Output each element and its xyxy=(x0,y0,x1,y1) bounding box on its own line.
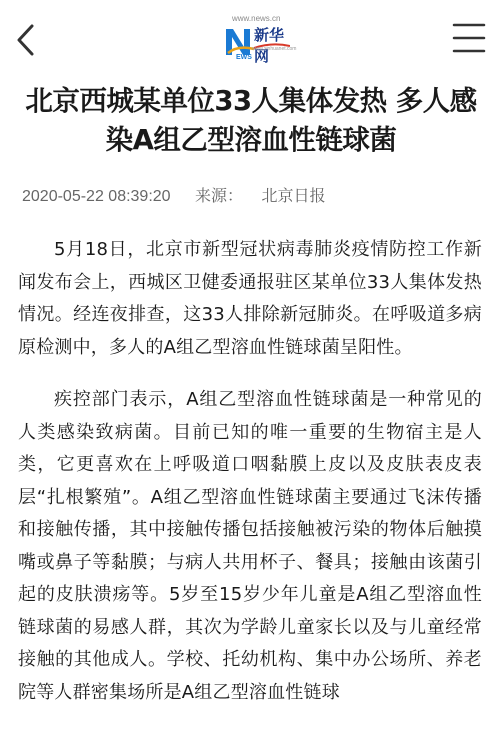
article-paragraph: 疾控部门表示，A组乙型溶血性链球菌是一种常见的人类感染致病菌。目前已知的唯一重要的生物宿主是人类，它更喜欢在上呼吸道口咽黏膜上皮以及皮肤表皮表层“扎根繁殖”。A组乙型溶血性链球菌主要通过飞沫传播和接触传播，其中接触传播包括接触被污染的物体后触摸嘴或鼻子等黏膜；与病人共用杯子、餐具；接触由该菌引起的皮肤溃疡等。5岁至15岁少年儿童是A组乙型溶血性链球菌的易感人群，其次为学龄儿童家长以及与儿童经常接触的其他成人。学校、托幼机构、集中办公场所、养老院等人群密集场所是A组乙型溶血性链球 xyxy=(18,389,482,703)
site-logo[interactable] xyxy=(224,14,297,65)
logo-subdomain: www.xinhuanet.com xyxy=(252,46,297,52)
publish-date: 2020-05-22 08:39:20 xyxy=(22,188,171,205)
logo-name: 新华网 xyxy=(254,26,285,65)
article-paragraph: 5月18日，北京市新型冠状病毒肺炎疫情防控工作新闻发布会上，西城区卫健委通报驻区某单位33人集体发热情况。经连夜排查，这33人排除新冠肺炎。在呼吸道多病原检测中，多人的A组乙型溶血性链球菌呈阳性。 xyxy=(18,239,482,358)
hamburger-menu-icon xyxy=(452,20,486,56)
svg-text:EWS: EWS xyxy=(236,54,252,61)
article-title: 北京西城某单位33人集体发热 多人感染A组乙型溶血性链球菌 xyxy=(25,85,477,156)
article-body xyxy=(18,234,482,729)
chevron-left-icon xyxy=(12,20,42,60)
article-meta xyxy=(22,183,326,206)
back-button[interactable] xyxy=(12,20,42,60)
menu-button[interactable] xyxy=(452,20,486,56)
news-logo-mark xyxy=(224,23,258,63)
logo-domain: www.news.cn xyxy=(232,14,281,23)
source-name: 北京日报 xyxy=(261,188,326,205)
source-label: 来源： xyxy=(195,188,244,205)
top-bar xyxy=(0,0,500,75)
